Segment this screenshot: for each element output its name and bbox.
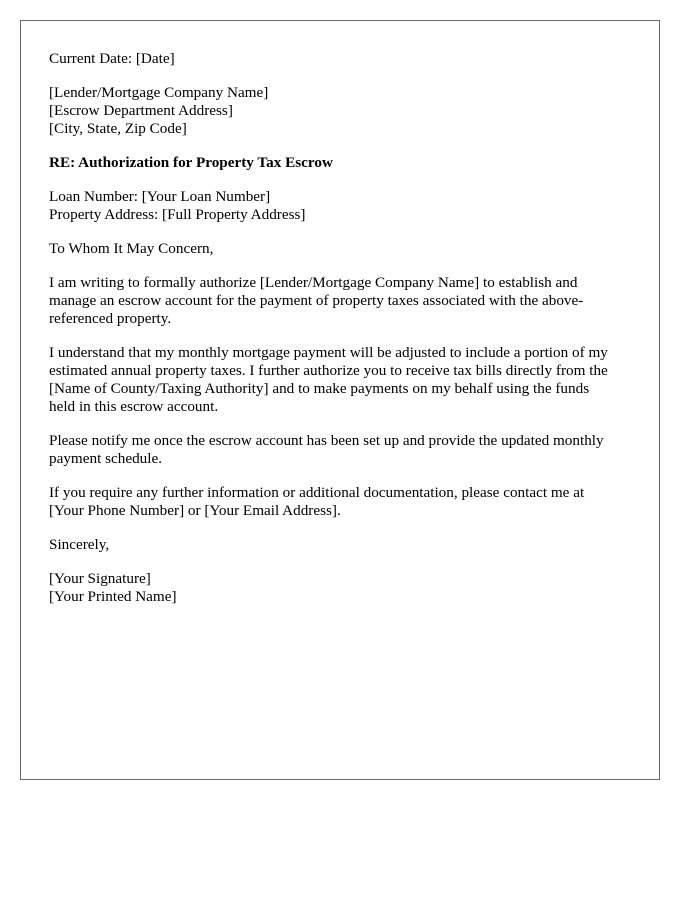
- salutation: To Whom It May Concern,: [49, 240, 214, 257]
- subject-line: RE: Authorization for Property Tax Escrow: [49, 154, 333, 171]
- salutation-block: [49, 240, 619, 258]
- body-paragraph-payment: I understand that my monthly mortgage payment will be adjusted to include a portion of my estimated annual property taxes. I further authorize you to receive tax bills directly from the [Name of County/Taxing Authority] and to make payments on my behalf using the funds held in this escrow account.: [49, 344, 608, 415]
- signature-block: [49, 570, 619, 606]
- signature-line: [Your Signature]: [49, 570, 151, 587]
- closing: Sincerely,: [49, 536, 110, 553]
- closing-block: [49, 536, 619, 554]
- date-line: Current Date: [Date]: [49, 50, 175, 67]
- recipient-city: [City, State, Zip Code]: [49, 120, 187, 137]
- body-paragraph-notify: Please notify me once the escrow account has been set up and provide the updated monthly payment schedule.: [49, 432, 604, 467]
- subject-block: [49, 154, 619, 172]
- recipient-name: [Lender/Mortgage Company Name]: [49, 84, 269, 101]
- reference-block: [49, 188, 619, 224]
- letter-page: [20, 20, 660, 780]
- body-paragraph-authorization: I am writing to formally authorize [Lender/Mortgage Company Name] to establish and manage an escrow account for the payment of property taxes associated with the above-referenced property.: [49, 274, 584, 327]
- property-address: Property Address: [Full Property Address]: [49, 206, 306, 223]
- body-paragraph-contact: If you require any further information or additional documentation, please contact me at [Your Phone Number] or [Your Email Address].: [49, 484, 585, 519]
- letter-body: [49, 50, 619, 622]
- loan-number: Loan Number: [Your Loan Number]: [49, 188, 271, 205]
- recipient-address: [49, 84, 619, 138]
- date-block: [49, 50, 619, 68]
- printed-name: [Your Printed Name]: [49, 588, 177, 605]
- recipient-street: [Escrow Department Address]: [49, 102, 233, 119]
